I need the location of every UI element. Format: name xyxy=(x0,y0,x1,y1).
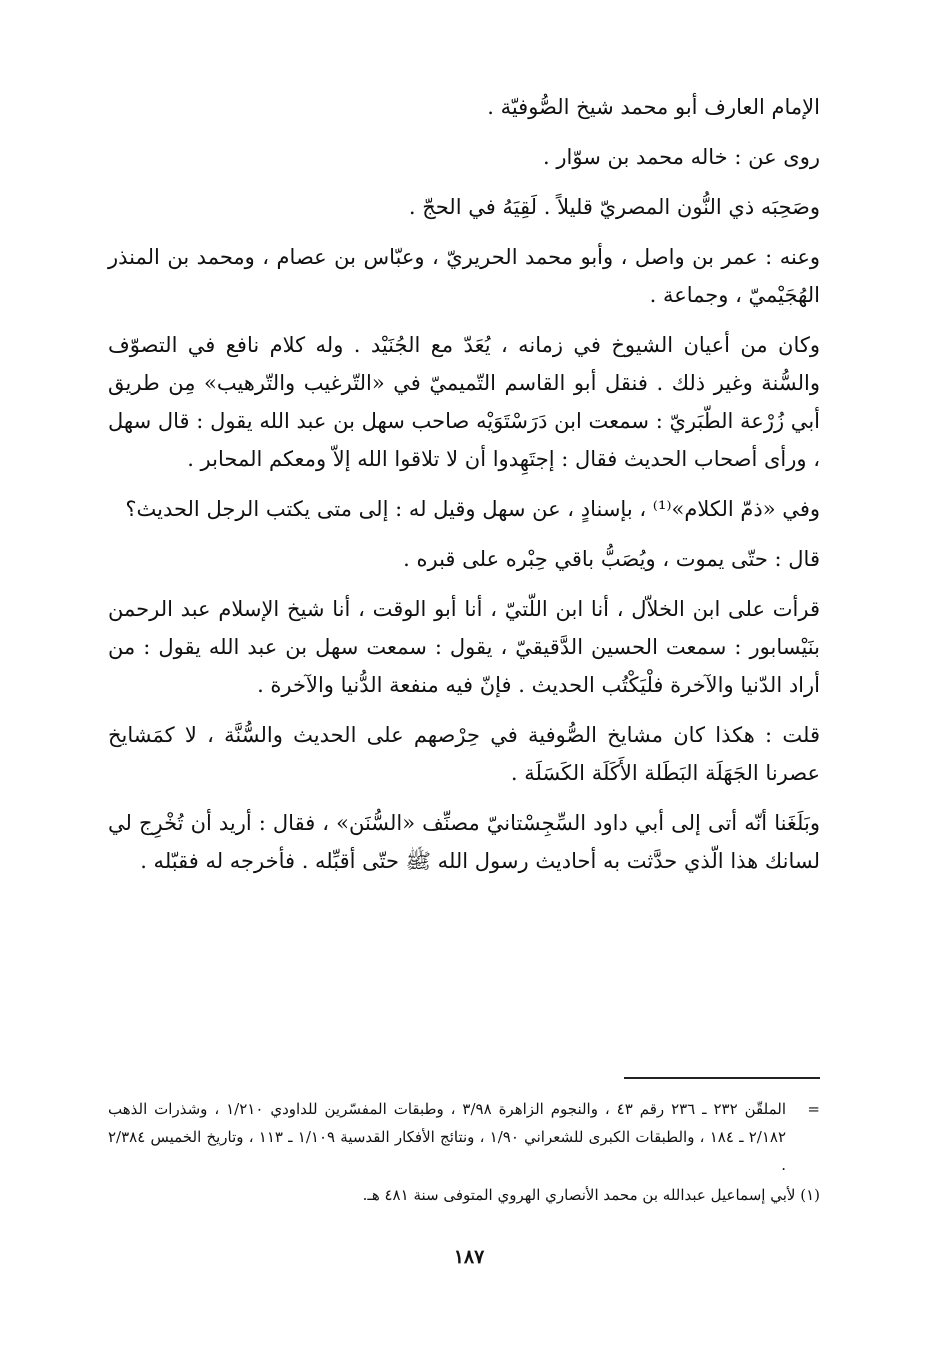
footnote-1: (١) لأبي إسماعيل عبدالله بن محمد الأنصاري الهروي المتوفى سنة ٤٨١ هـ. xyxy=(362,1186,820,1204)
paragraph-reply: قال : حتّى يموت ، ويُصَبُّ باقي حِبْره على قبره . xyxy=(403,547,820,571)
paragraph-isnad: قرأت على ابن الخلاّل ، أنا ابن اللّتيّ ، أنا أبو الوقت ، أنا شيخ الإسلام عبد الرحمن بنَيْسابور : سمعت الحسين الدَّقيقيّ ، يقول : سمعت سهل بن عبد الله يقول : من أراد الدّنيا والآخرة فلْيَكْتُب الحديث . فإنّ فيه منفعة الدُّنيا والآخرة . xyxy=(108,597,820,697)
paragraph-biography: وكان من أعيان الشيوخ في زمانه ، يُعَدّ مع الجُنَيْد . وله كلام نافع في التصوّف والسُّنة وغير ذلك . فنقل أبو القاسم التّميميّ في «التّرغيب والتّرهيب» مِن طريق أبي زُرْعة الطّبَريّ : سمعت ابن دَرَسْتَوَيْه صاحب سهل بن عبد الله يقول : قال سهل ، ورأى أصحاب الحديث فقال : إجتَهِدوا أن لا تلاقوا الله إلاّ ومعكم المحابر . xyxy=(108,333,820,471)
paragraph-dhamm-al-kalam: وفي «ذمّ الكلام»⁽¹⁾ ، بإسنادٍ ، عن سهل وقيل له : إلى متى يكتب الرجل الحديث؟ xyxy=(125,497,820,521)
paragraph-narrators: وعنه : عمر بن واصل ، وأبو محمد الحريريّ ، وعبّاس بن عصام ، ومحمد بن المنذر الهُجَيْميّ ، وجماعة . xyxy=(108,245,820,307)
continuation-marker: = xyxy=(807,1100,820,1118)
paragraph-title: الإمام العارف أبو محمد شيخ الصُّوفيّة . xyxy=(487,95,820,119)
page-number: ١٨٧ xyxy=(453,1246,485,1268)
paragraph-narrated-from: روى عن : خاله محمد بن سوّار . xyxy=(543,145,820,169)
paragraph-author-comment: قلت : هكذا كان مشايخ الصُّوفية في حِرْصهم على الحديث والسُّنَّة ، لا كمَشايخ عصرنا الجَهَلَة البَطَلة الأَكَلَة الكَسَلَة . xyxy=(108,723,820,785)
footnote-continuation xyxy=(108,1095,820,1179)
footnote-continuation-text: الملقّن ٢٣٢ ـ ٢٣٦ رقم ٤٣ ، والنجوم الزاهرة ٣/٩٨ ، وطبقات المفسّرين للداودي ١/٢١٠ ، وشذرات الذهب ٢/١٨٢ ـ ١٨٤ ، والطبقات الكبرى للشعراني ١/٩٠ ، ونتائج الأفكار القدسية ١/١٠٩ ـ ١١٣ ، وتاريخ الخميس ٢/٣٨٤ . xyxy=(108,1100,787,1174)
paragraph-companionship: وصَحِبَه ذي النُّون المصريّ قليلاً . لَقِيَهُ في الحجّ . xyxy=(408,195,820,219)
paragraph-abu-dawud: وبَلَغَنا أنّه أتى إلى أبي داود السِّجِسْتانيّ مصنِّف «السُّنَن» ، فقال : أريد أن تُخْرِج لي لسانك هذا الّذي حدَّثت به أحاديث رسول الله ﷺ حتّى أقبِّله . فأخرجه له فقبّله . xyxy=(108,811,820,873)
footnotes xyxy=(108,1095,820,1209)
footnote-divider xyxy=(624,1077,820,1079)
main-text xyxy=(108,88,820,892)
